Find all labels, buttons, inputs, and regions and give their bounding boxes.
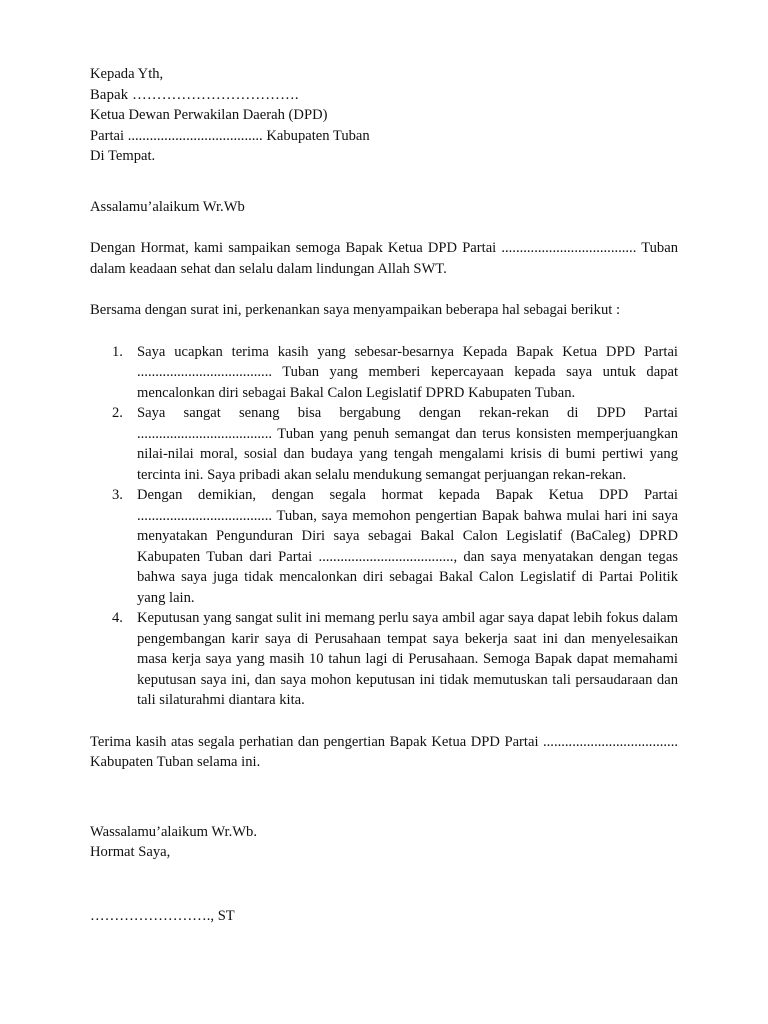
signature-line: ……………………., ST (90, 908, 235, 924)
recipient-party: Partai ..................................... Kabupaten Tuban (90, 127, 370, 144)
letter-body (90, 64, 678, 863)
list-item-number: 4. (112, 610, 123, 626)
opening-paragraph: Dengan Hormat, kami sampaikan semoga Bapak Ketua DPD Partai ..................................... Tuban dalam keadaan sehat dan selalu dalam lindungan Allah SWT. (90, 240, 678, 277)
list-item (90, 342, 678, 404)
regards-line: Hormat Saya, (90, 844, 171, 860)
opening-greeting: Assalamu’alaikum Wr.Wb (90, 198, 245, 215)
recipient-name: Bapak ……………………………. (90, 86, 299, 103)
list-item (90, 403, 678, 485)
recipient-salutation: Kepada Yth, (90, 66, 164, 82)
closing-paragraph: Terima kasih atas segala perhatian dan pengertian Bapak Ketua DPD Partai ..................................... Kabupaten Tuban selama ini. (90, 733, 678, 770)
farewell-greeting: Wassalamu’alaikum Wr.Wb. (90, 823, 257, 840)
points-list (90, 342, 678, 711)
recipient-position: Ketua Dewan Perwakilan Daerah (DPD) (90, 107, 328, 123)
list-item-text: Dengan demikian, dengan segala hormat kepada Bapak Ketua DPD Partai ..................................... Tuban, saya memohon pengertian Bapak bahwa mulai hari ini saya menyatakan Pengunduran Diri saya sebagai Bakal Calon Legislatif (BaCaleg) DPRD Kabupaten Tuban dari Partai ....................................., dan saya menyatakan dengan tegas bahwa saya juga tidak mencalonkan diri sebagai Bakal Calon Legislatif di Partai Politik yang lain. (137, 487, 678, 606)
list-item-text: Saya sangat senang bisa bergabung dengan rekan-rekan di DPD Partai ..................................... Tuban yang penuh semangat dan terus konsisten memperjuangkan nilai-nilai moral, sosial dan budaya yang tengah mengalami krisis di bumi pertiwi yang tercinta ini. Saya pribadi akan selalu mendukung semangat perjuangan rekan-rekan. (137, 405, 678, 483)
list-item-number: 1. (112, 343, 123, 360)
list-item (90, 485, 678, 608)
recipient-place: Di Tempat. (90, 148, 156, 164)
recipient-block (90, 64, 678, 167)
list-item-number: 3. (112, 487, 123, 503)
list-item-text: Saya ucapkan terima kasih yang sebesar-besarnya Kepada Bapak Ketua DPD Partai ..................................... Tuban yang memberi kepercayaan kepada saya untuk dapat mencalonkan diri sebagai Bakal Calon Legislatif DPRD Kabupaten Tuban. (137, 343, 678, 401)
list-item-text: Keputusan yang sangat sulit ini memang perlu saya ambil agar saya dapat lebih fokus dalam pengembangan karir saya di Perusahaan tempat saya bekerja saat ini dan menyelesaikan masa kerja saya yang masih 10 tahun lagi di Perusahaan. Semoga Bapak dapat memahami keputusan saya ini, dan saya mohon keputusan ini tidak memutuskan tali persaudaraan dan tali silaturahmi diantara kita. (137, 610, 678, 708)
list-item-number: 2. (112, 405, 123, 421)
list-item (90, 608, 678, 711)
intro-paragraph: Bersama dengan surat ini, perkenankan saya menyampaikan beberapa hal sebagai berikut : (90, 302, 621, 318)
